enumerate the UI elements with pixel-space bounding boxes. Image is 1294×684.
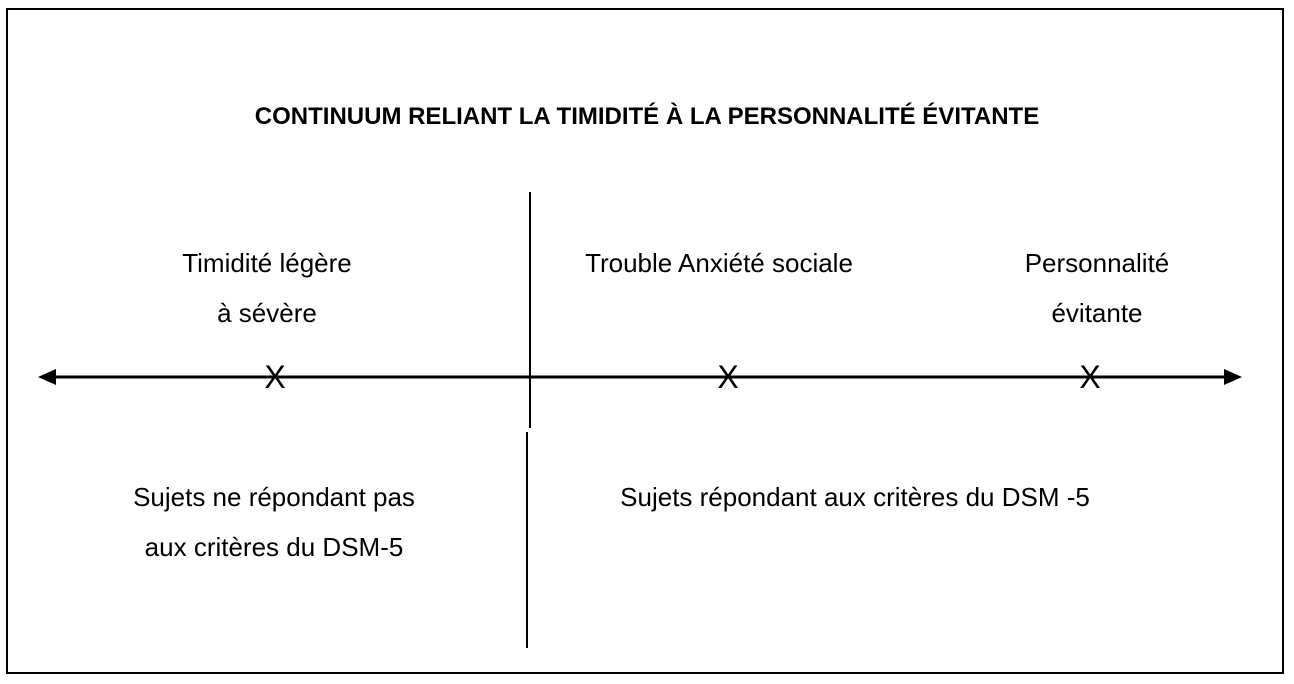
diagram-title: CONTINUUM RELIANT LA TIMIDITÉ À LA PERSONNALITÉ ÉVITANTE (254, 103, 1040, 130)
label-group-non-dsm-line1: Sujets ne répondant pas (133, 482, 415, 512)
marker-anxiete-sociale: X (717, 359, 739, 395)
label-group-dsm: Sujets répondant aux critères du DSM -5 (620, 482, 1090, 512)
left-arrowhead (38, 369, 56, 385)
label-personnalite-line2: évitante (1051, 298, 1143, 328)
right-arrowhead (1224, 369, 1242, 385)
label-group-non-dsm-line2: aux critères du DSM-5 (144, 532, 404, 562)
label-personnalite-line1: Personnalité (1024, 248, 1170, 278)
marker-personnalite: X (1079, 359, 1101, 395)
label-timidite-line1: Timidité légère (182, 248, 352, 278)
marker-timidite: X (264, 359, 286, 395)
label-anxiete-sociale: Trouble Anxiété sociale (585, 248, 853, 278)
label-timidite-line2: à sévère (217, 298, 317, 328)
